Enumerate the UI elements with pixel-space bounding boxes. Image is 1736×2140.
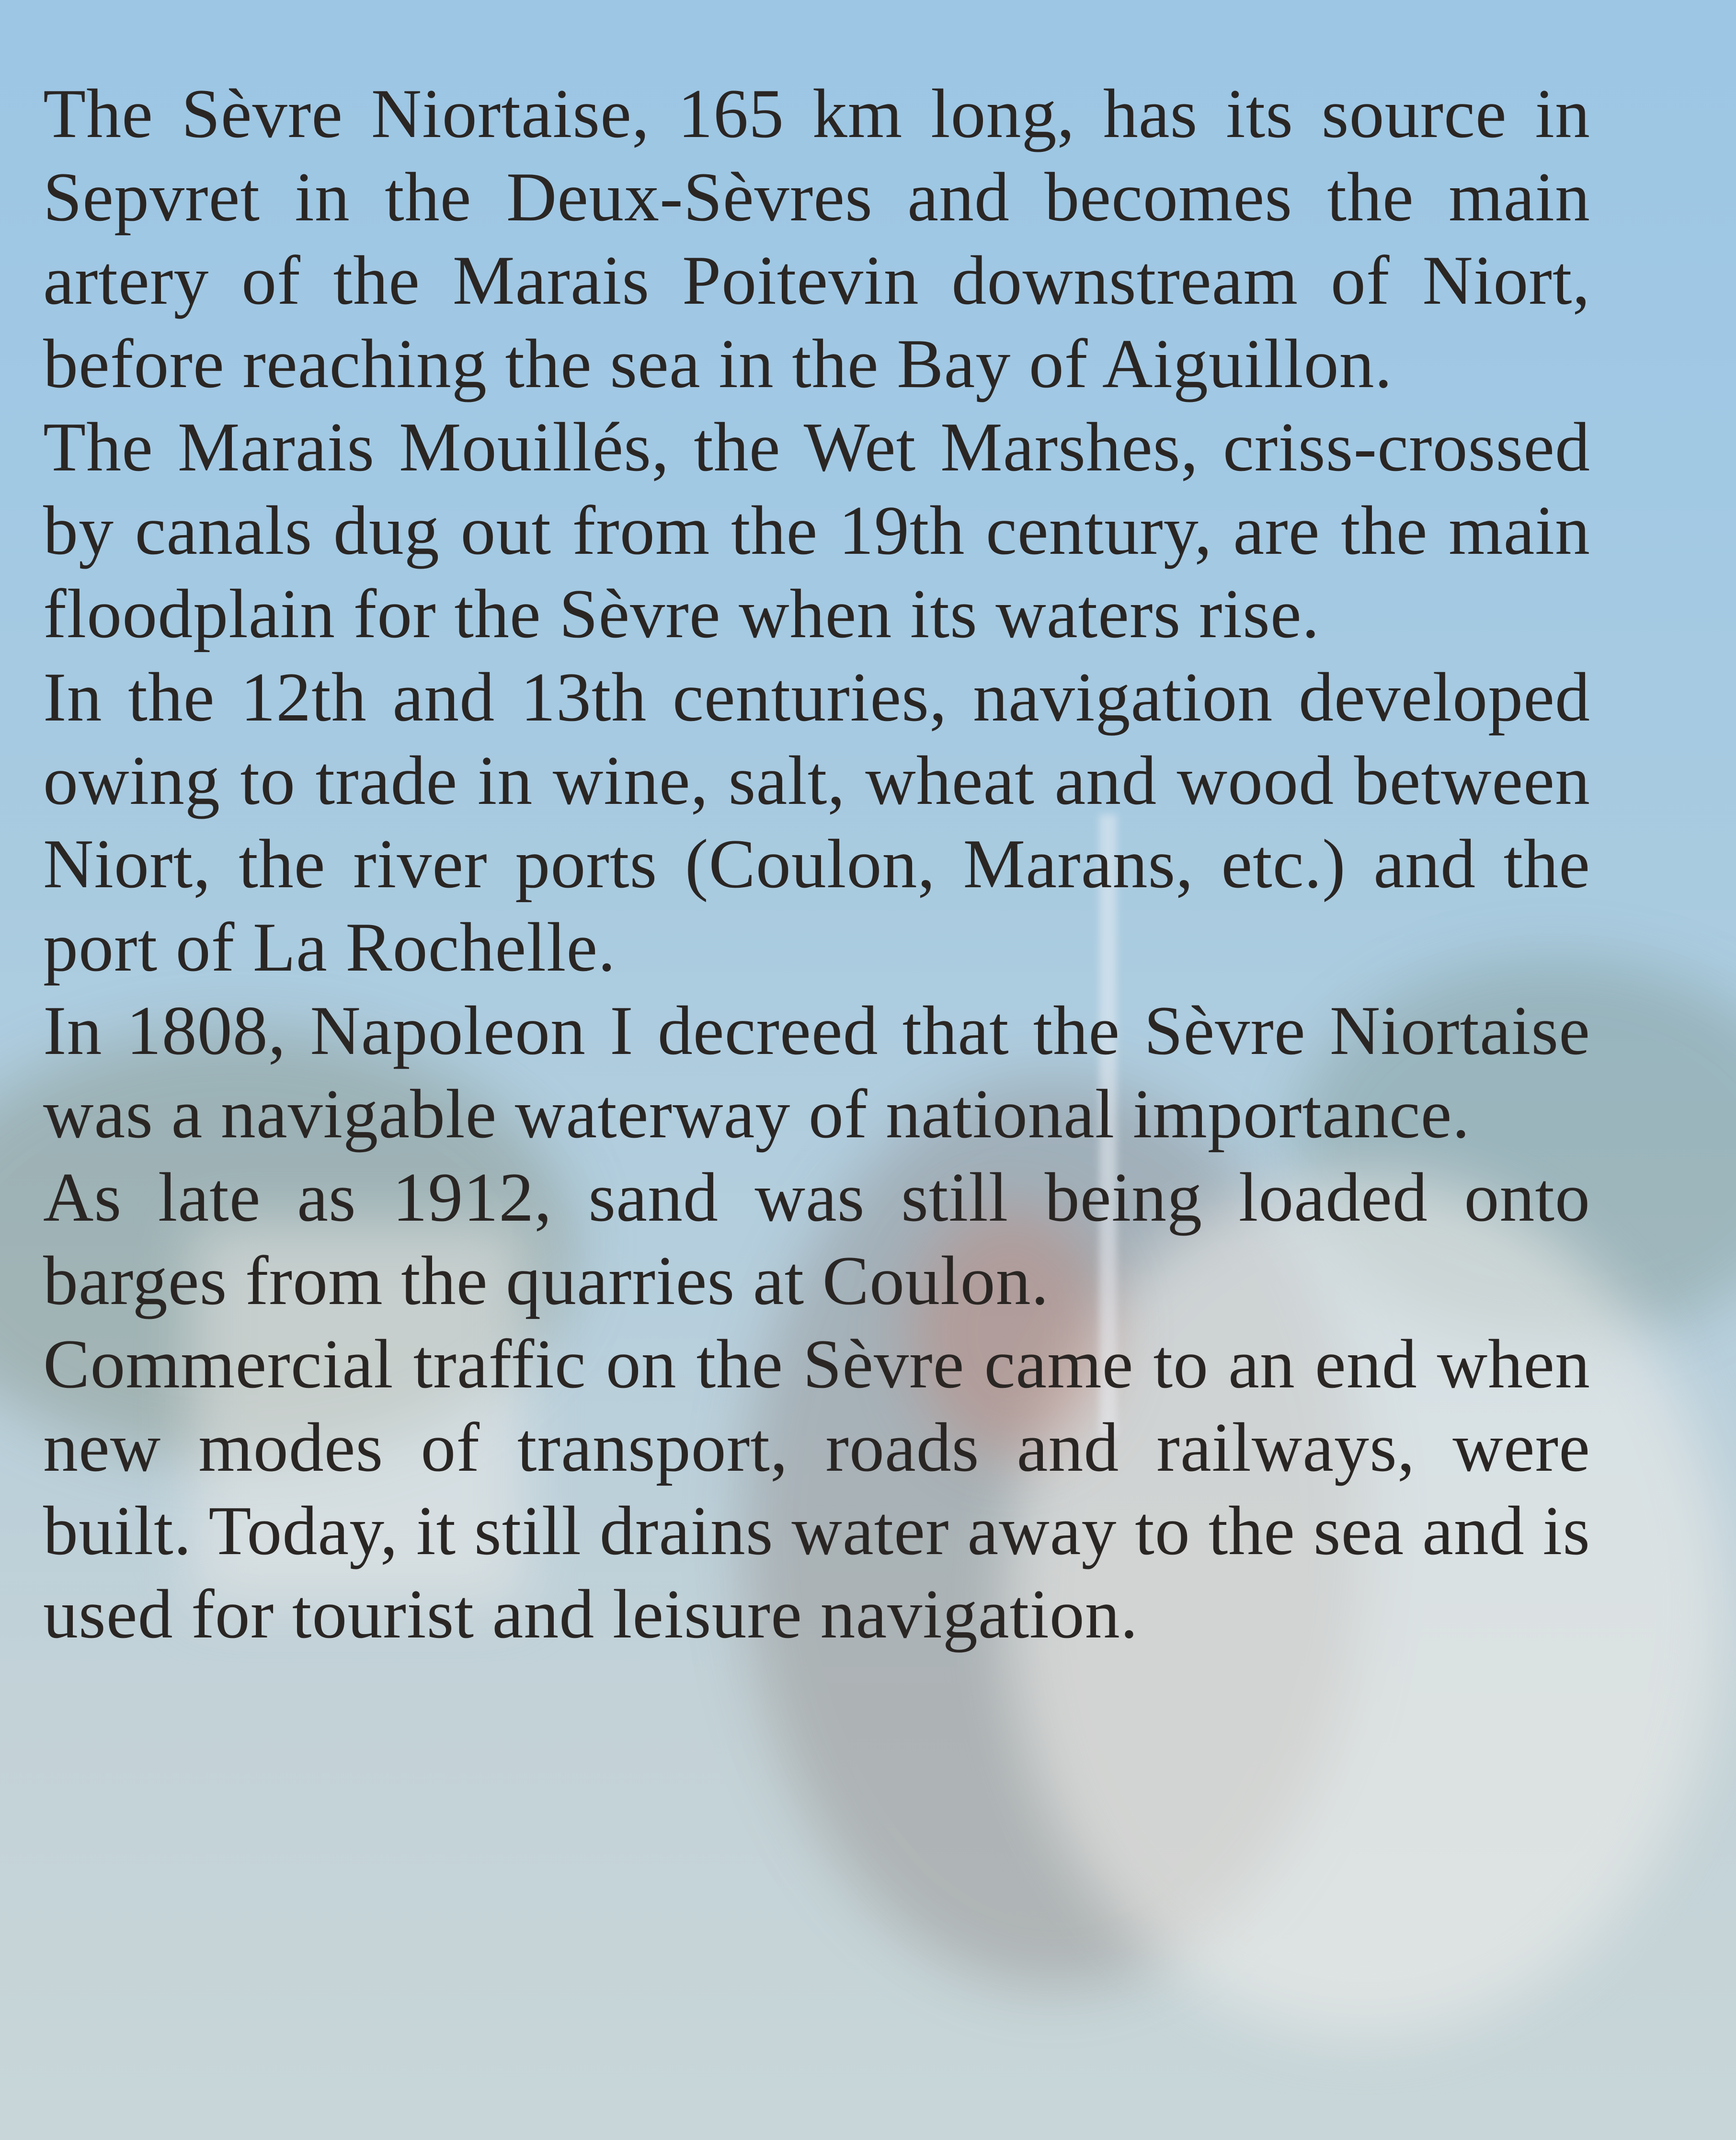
sign-text-block (43, 72, 1590, 1656)
paragraph-source: The Sèvre Niortaise, 165 km long, has its source in Sepvret in the Deux-Sèvres and becomes the main artery of the Marais Poitevin downstream of Niort, before reaching the sea in the Bay of Aiguillon. (43, 75, 1590, 402)
paragraph-wet-marshes: The Marais Mouillés, the Wet Marshes, criss-crossed by canals dug out from the 19th century, are the main floodplain for the Sèvre when its waters rise. (43, 408, 1590, 652)
paragraph-sand-barges: As late as 1912, sand was still being loaded onto barges from the quarries at Coulon. (43, 1158, 1590, 1319)
paragraph-navigation-history: In the 12th and 13th centuries, navigation developed owing to trade in wine, salt, wheat and wood between Niort, the river ports (Coulon, Marans, etc.) and the port of La Rochelle. (43, 658, 1590, 986)
paragraph-commercial-traffic: Commercial traffic on the Sèvre came to an end when new modes of transport, roads and railways, were built. Today, it still drains water away to the sea and is used for tourist and leisure navigation. (43, 1325, 1590, 1653)
paragraph-napoleon-decree: In 1808, Napoleon I decreed that the Sèvre Niortaise was a navigable waterway of national importance. (43, 992, 1590, 1153)
